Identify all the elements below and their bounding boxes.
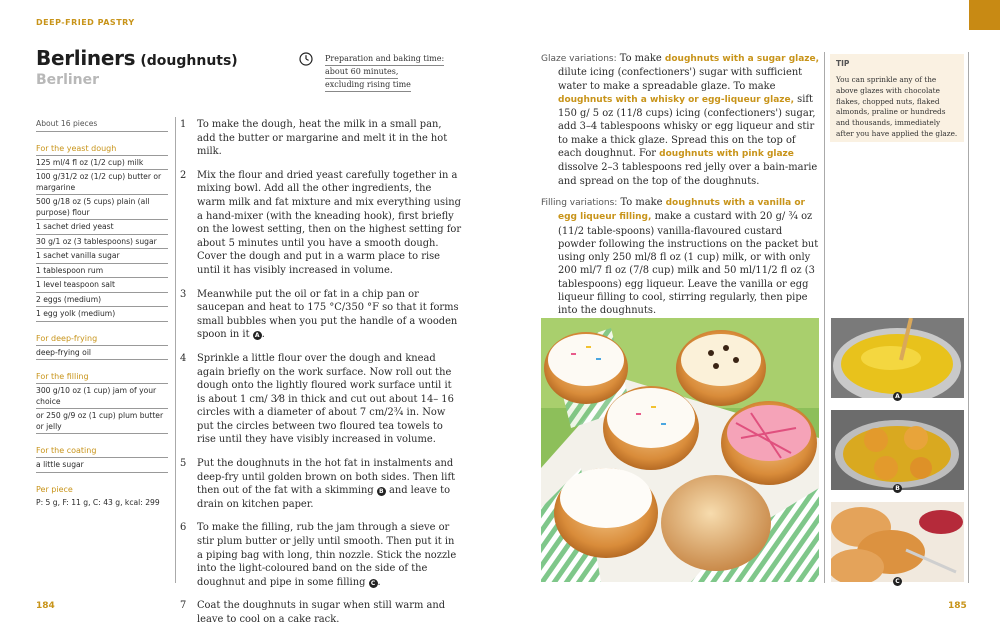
ingredient-item: 100 g/31/2 oz (1/2 cup) butter or margarine (36, 170, 168, 195)
tip-title: TIP (836, 59, 850, 68)
step-text: To make the filling, rub the jam through a sieve or stir plum butter or jelly until smooth. Then put it in a piping bag with long, thin nozzle. Stick the nozzle into the light-coloured band on the side of the doughnut and pipe in some filling (197, 522, 457, 588)
ingredient-item: 300 g/10 oz (1 cup) jam of your choice (36, 384, 168, 409)
prep-time-line: excluding rising time (325, 79, 411, 92)
step-text-tail: and leave to drain on kitchen paper. (197, 485, 451, 510)
ingredient-item: 125 ml/4 fl oz (1/2 cup) milk (36, 156, 168, 171)
step (180, 521, 462, 589)
step (180, 288, 462, 342)
clock-icon (299, 52, 313, 66)
step (180, 169, 462, 278)
column-divider (968, 52, 969, 583)
nutrition-values: P: 5 g, F: 11 g, C: 43 g, kcal: 299 (36, 497, 160, 507)
ingredient-group-heading: For the filling (36, 370, 168, 384)
glaze-label: Glaze variations: (541, 54, 617, 64)
page-number-left: 184 (36, 601, 55, 611)
photo-marker: B (893, 484, 902, 493)
step-text: To make the dough, heat the milk in a small pan, add the butter or margarine and melt it in the hot milk. (197, 119, 448, 158)
yield: About 16 pieces (36, 117, 168, 132)
step-number: 6 (180, 522, 187, 534)
photo-ref-marker: C (369, 579, 378, 588)
prep-time-line: Preparation and baking time: (325, 53, 444, 66)
variation-highlight: doughnuts with a vanilla or egg liqueur filling, (558, 197, 805, 223)
step-number: 5 (180, 458, 187, 470)
ingredient-item: 30 g/1 oz (3 tablespoons) sugar (36, 235, 168, 250)
ingredient-item: a little sugar (36, 458, 168, 473)
ingredient-group-heading: For deep-frying (36, 332, 168, 346)
section-label: DEEP-FRIED PASTRY (36, 18, 135, 27)
filling-variations (541, 196, 821, 318)
variation-text: make a custard with 20 g/ ¾ oz (11/2 table-spoons) vanilla-flavoured custard powder following the instructions on the packet but using only 250 ml/8 fl oz (1 cup) milk, or with only 200 ml/7 fl oz (7/8 cup) milk and 50 ml/11/2 fl oz (3 tablespoons) egg liqueur. Leave the vanilla or egg liqueur filling to cool, stirring regularly, then pipe into the doughnuts. (558, 211, 819, 317)
tip-box (830, 54, 964, 142)
ingredient-item: 1 level teaspoon salt (36, 278, 168, 293)
doughnuts-photo (541, 318, 819, 582)
step-text: Coat the doughnuts in sugar when still warm and leave to cool on a cake rack. (197, 600, 446, 625)
variation-highlight: doughnuts with a sugar glaze, (664, 54, 820, 64)
variations (541, 52, 821, 326)
step (180, 352, 462, 447)
ingredient-item: 2 eggs (medium) (36, 293, 168, 308)
step-number: 7 (180, 600, 187, 612)
column-divider (175, 117, 176, 583)
tip-body: You can sprinkle any of the above glazes with chocolate flakes, chopped nuts, flaked almonds, praline or hundreds and thousands, immediately after you have applied the glaze. (836, 75, 958, 138)
step-number: 1 (180, 119, 187, 130)
ingredient-group-heading: For the coating (36, 444, 168, 458)
step-text-tail: . (377, 576, 381, 588)
photo-ref-marker: A (253, 331, 262, 340)
variation-highlight: doughnuts with pink glaze (659, 149, 794, 160)
photo-ref-marker: B (377, 487, 386, 496)
ingredient-item: 1 sachet dried yeast (36, 220, 168, 235)
ingredient-group-heading: For the yeast dough (36, 142, 168, 156)
variation-text: dissolve 2–3 tablespoons red jelly over a bain-marie and spread on the top of the doughnuts. (558, 162, 818, 187)
recipe-title (36, 46, 238, 70)
prep-time-line: about 60 minutes, (325, 66, 398, 79)
title-main: Berliners (36, 46, 136, 70)
step-text: Sprinkle a little flour over the dough and knead again briefly on the work surface. Now roll out the dough onto the lightly floured work surface until it is about 1 cm/ 3⁄8 in thick and cut out about 14– 16 circles with a diameter of about 7 cm/2¾ in. Now put the circles between two floured tea towels to rise until they have visibly increased in volume. (197, 352, 454, 446)
ingredient-item: 1 sachet vanilla sugar (36, 249, 168, 264)
glaze-variations (541, 52, 821, 188)
variation-text: To make (620, 196, 663, 208)
recipe-subtitle: Berliner (36, 72, 100, 88)
prep-time (325, 53, 445, 92)
corner-tab (969, 0, 1000, 30)
step-text: Put the doughnuts in the hot fat in instalments and deep-fry until golden brown on both sides. Then lift then out of the fat with a skimming (197, 458, 456, 497)
variation-text: sift 150 g/ 5 oz (11/8 cups) icing (confectioners') sugar, add 3–4 tablespoons whisky or egg liqueur and stir to make a thick glaze. Spread this on the top of each doughnut. For (558, 93, 816, 160)
page-number-right: 185 (948, 601, 967, 611)
ingredient-item: or 250 g/9 oz (1 cup) plum butter or jelly (36, 409, 168, 434)
step-text: Meanwhile put the oil or fat in a chip pan or saucepan and heat to 175 °C/350 °F so that it forms small bubbles when you put the handle of a wooden spoon in it (197, 288, 459, 341)
hot-oil-photo (831, 318, 964, 398)
column-divider (824, 52, 825, 583)
variation-text: dilute icing (confectioners') sugar with sufficient water to make a spreadable glaze. To make (558, 67, 803, 92)
ingredient-item: 500 g/18 oz (5 cups) plain (all purpose) flour (36, 195, 168, 220)
variation-text: To make (619, 53, 662, 64)
method-steps (180, 118, 462, 637)
filling-label: Filling variations: (541, 197, 618, 208)
step-text-tail: . (261, 329, 265, 341)
frying-doughnuts-photo (831, 410, 964, 490)
step (180, 118, 462, 159)
photo-marker: C (893, 577, 902, 586)
photo-marker: A (893, 392, 902, 401)
variation-highlight: doughnuts with a whisky or egg-liqueur glaze, (558, 94, 795, 105)
per-piece-label: Per piece (36, 484, 73, 494)
ingredient-item: deep-frying oil (36, 346, 168, 361)
ingredient-item: 1 tablespoon rum (36, 264, 168, 279)
step-text: Mix the flour and dried yeast carefully together in a mixing bowl. Add all the other ingredients, the warm milk and fat mixture and mix everything using a hand-mixer (with the kneading hook), first briefly on the lowest setting, then on the highest setting for about 5 minutes until you have a smooth dough. Cover the dough and put in a warm place to rise until it has visibly increased in volume. (197, 169, 462, 276)
step (180, 457, 462, 511)
title-suffix: (doughnuts) (140, 53, 238, 69)
ingredient-item: 1 egg yolk (medium) (36, 307, 168, 322)
step (180, 599, 462, 626)
step-number: 4 (180, 352, 187, 364)
step-number: 2 (180, 169, 187, 181)
ingredients-list (36, 117, 168, 509)
filling-doughnuts-photo (831, 502, 964, 582)
step-number: 3 (180, 288, 187, 300)
